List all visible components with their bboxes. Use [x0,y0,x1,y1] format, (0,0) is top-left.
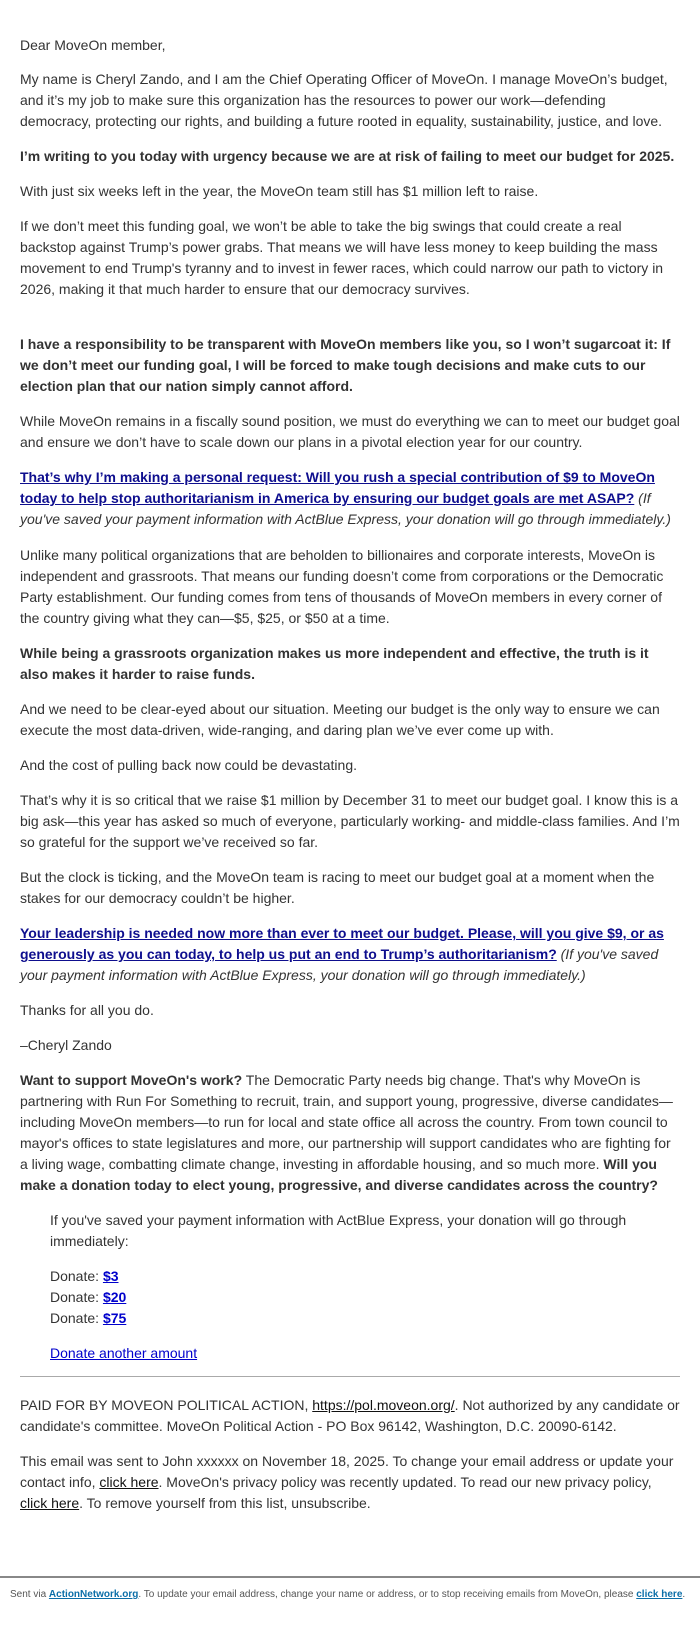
fiscally-sound-paragraph: While MoveOn remains in a fiscally sound position, we must do everything we can to meet our budget goal and ensure we don’t have to scale down our plans in a pivotal election year for our country. [20,413,680,450]
moveon-url-link[interactable]: https://pol.moveon.org/ [312,1397,455,1413]
critical-paragraph: That’s why it is so critical that we raise $1 million by December 31 to meet our budget goal. I know this is a big ask—this year has asked so much of everyone, particularly working- and middle-class families. And I’m so grateful for the support we’ve received so far. [20,792,680,850]
footer-suffix: . [682,1589,686,1600]
donate-20-link[interactable]: $20 [102,1289,127,1305]
urgency-paragraph: I’m writing to you today with urgency because we are at risk of failing to meet our budget for 2025. [20,148,675,164]
support-closing: Will you make a donation today to elect young, progressive, and diverse candidates across the country? [20,1156,658,1193]
donate-row [50,1308,680,1329]
six-weeks-paragraph: With just six weeks left in the year, the MoveOn team still has $1 million left to raise. [20,183,539,199]
second-ask-note: (If you've saved your payment information with ActBlue Express, your donation will go through immediately.) [20,946,659,983]
paid-for-prefix: PAID FOR BY MOVEON POLITICAL ACTION, [20,1397,313,1413]
donate-row [50,1287,680,1308]
second-ask-paragraph [20,923,680,986]
donate-list [50,1266,680,1329]
footer-bar [0,1576,700,1646]
privacy-policy-link[interactable]: click here [20,1495,80,1511]
donate-row [50,1266,680,1287]
greeting: Dear MoveOn member, [20,37,166,53]
footer-click-here-link[interactable]: click here [636,1589,683,1600]
donate-3-link[interactable]: $3 [102,1268,119,1284]
signature: –Cheryl Zando [20,1037,112,1053]
donate-75-link[interactable]: $75 [102,1310,127,1326]
update-contact-link[interactable]: click here [99,1474,159,1490]
first-ask-paragraph [20,467,680,530]
cost-paragraph: And the cost of pulling back now could be devastating. [20,757,357,773]
sent-to-notice [20,1451,680,1514]
first-ask-link[interactable]: That’s why I’m making a personal request: Will you rush a special contribution of $9 to MoveOn today to help stop authoritarianism in America by ensuring our budget goals are met ASAP? [20,469,655,506]
sent-to-text: This email was sent to John xxxxxx on November 18, 2025. To change your email address or update your contact info, [20,1453,674,1490]
donate-other-row [50,1343,680,1364]
funding-goal-paragraph: If we don’t meet this funding goal, we won’t be able to take the big swings that could create a real backstop against Trump’s power grabs. That means we will have less money to keep building the mass movement to end Trump's tyranny and to invest in fewer races, which could narrow our path to victory in 2026, making it that much harder to ensure that our democracy survives. [20,218,664,297]
divider [20,1376,680,1377]
privacy-text: . MoveOn's privacy policy was recently updated. To read our new privacy policy, [158,1474,652,1490]
action-network-link[interactable]: ActionNetwork.org [48,1589,139,1600]
donate-label: Donate: [50,1310,103,1326]
footer-text [10,1588,696,1602]
paid-for-notice [20,1395,680,1437]
donate-another-amount-link[interactable]: Donate another amount [50,1345,198,1361]
clock-paragraph: But the clock is ticking, and the MoveOn team is racing to meet our budget goal at a moment when the stakes for our democracy couldn’t be higher. [20,869,655,906]
support-body: The Democratic Party needs big change. That's why MoveOn is partnering with Run For Something to recruit, train, and support young, progressive, diverse candidates—including MoveOn members—to run for local and state office all across the country. From town council to mayor's offices to state legislatures and more, our partnership will support candidates who are fighting for a living wage, combatting climate change, investing in affordable housing, and so much more. [20,1072,673,1172]
paid-for-suffix: . Not authorized by any candidate or candidate's committee. MoveOn Political Action - PO Box 96142, Washington, D.C. 20090-6142. [20,1397,680,1434]
first-ask-note: (If you've saved your payment information with ActBlue Express, your donation will go through immediately.) [20,490,671,527]
thanks-line: Thanks for all you do. [20,1002,154,1018]
unsubscribe-text: . To remove yourself from this list, unsubscribe. [79,1495,371,1511]
actblue-note: If you've saved your payment information with ActBlue Express, your donation will go through immediately: [50,1212,627,1249]
footer-middle: . To update your email address, change your name or address, or to stop receiving emails from MoveOn, please [138,1589,637,1600]
second-ask-link[interactable]: Your leadership is needed now more than ever to meet our budget. Please, will you give $9, or as generously as you can today, to help us put an end to Trump’s authoritarianism? [20,925,664,962]
intro-paragraph: My name is Cheryl Zando, and I am the Chief Operating Officer of MoveOn. I manage MoveOn’s budget, and it’s my job to make sure this organization has the resources to power our work—defending democracy, protecting our rights, and building a future rooted in equality, sustainability, justice, and love. [20,71,668,129]
grassroots-paragraph: While being a grassroots organization makes us more independent and effective, the truth is it also makes it harder to raise funds. [20,645,649,682]
support-lead: Want to support MoveOn's work? [20,1072,243,1088]
donate-label: Donate: [50,1268,103,1284]
independent-paragraph: Unlike many political organizations that are beholden to billionaires and corporate interests, MoveOn is independent and grassroots. That means our funding doesn’t come from corporations or the Democratic Party establishment. Our funding comes from tens of thousands of MoveOn members in every corner of the country giving what they can—$5, $25, or $50 at a time. [20,547,664,626]
footer-prefix: Sent via [10,1589,49,1600]
transparency-paragraph: I have a responsibility to be transparent with MoveOn members like you, so I won’t sugarcoat it: If we don’t meet our funding goal, I will be forced to make tough decisions and make cuts to our election plan that our nation simply cannot afford. [20,336,671,394]
clear-eyed-paragraph: And we need to be clear-eyed about our situation. Meeting our budget is the only way to ensure we can execute the most data-driven, wide-ranging, and daring plan we’ve ever come up with. [20,701,660,738]
support-paragraph [20,1070,680,1196]
donate-label: Donate: [50,1289,103,1305]
